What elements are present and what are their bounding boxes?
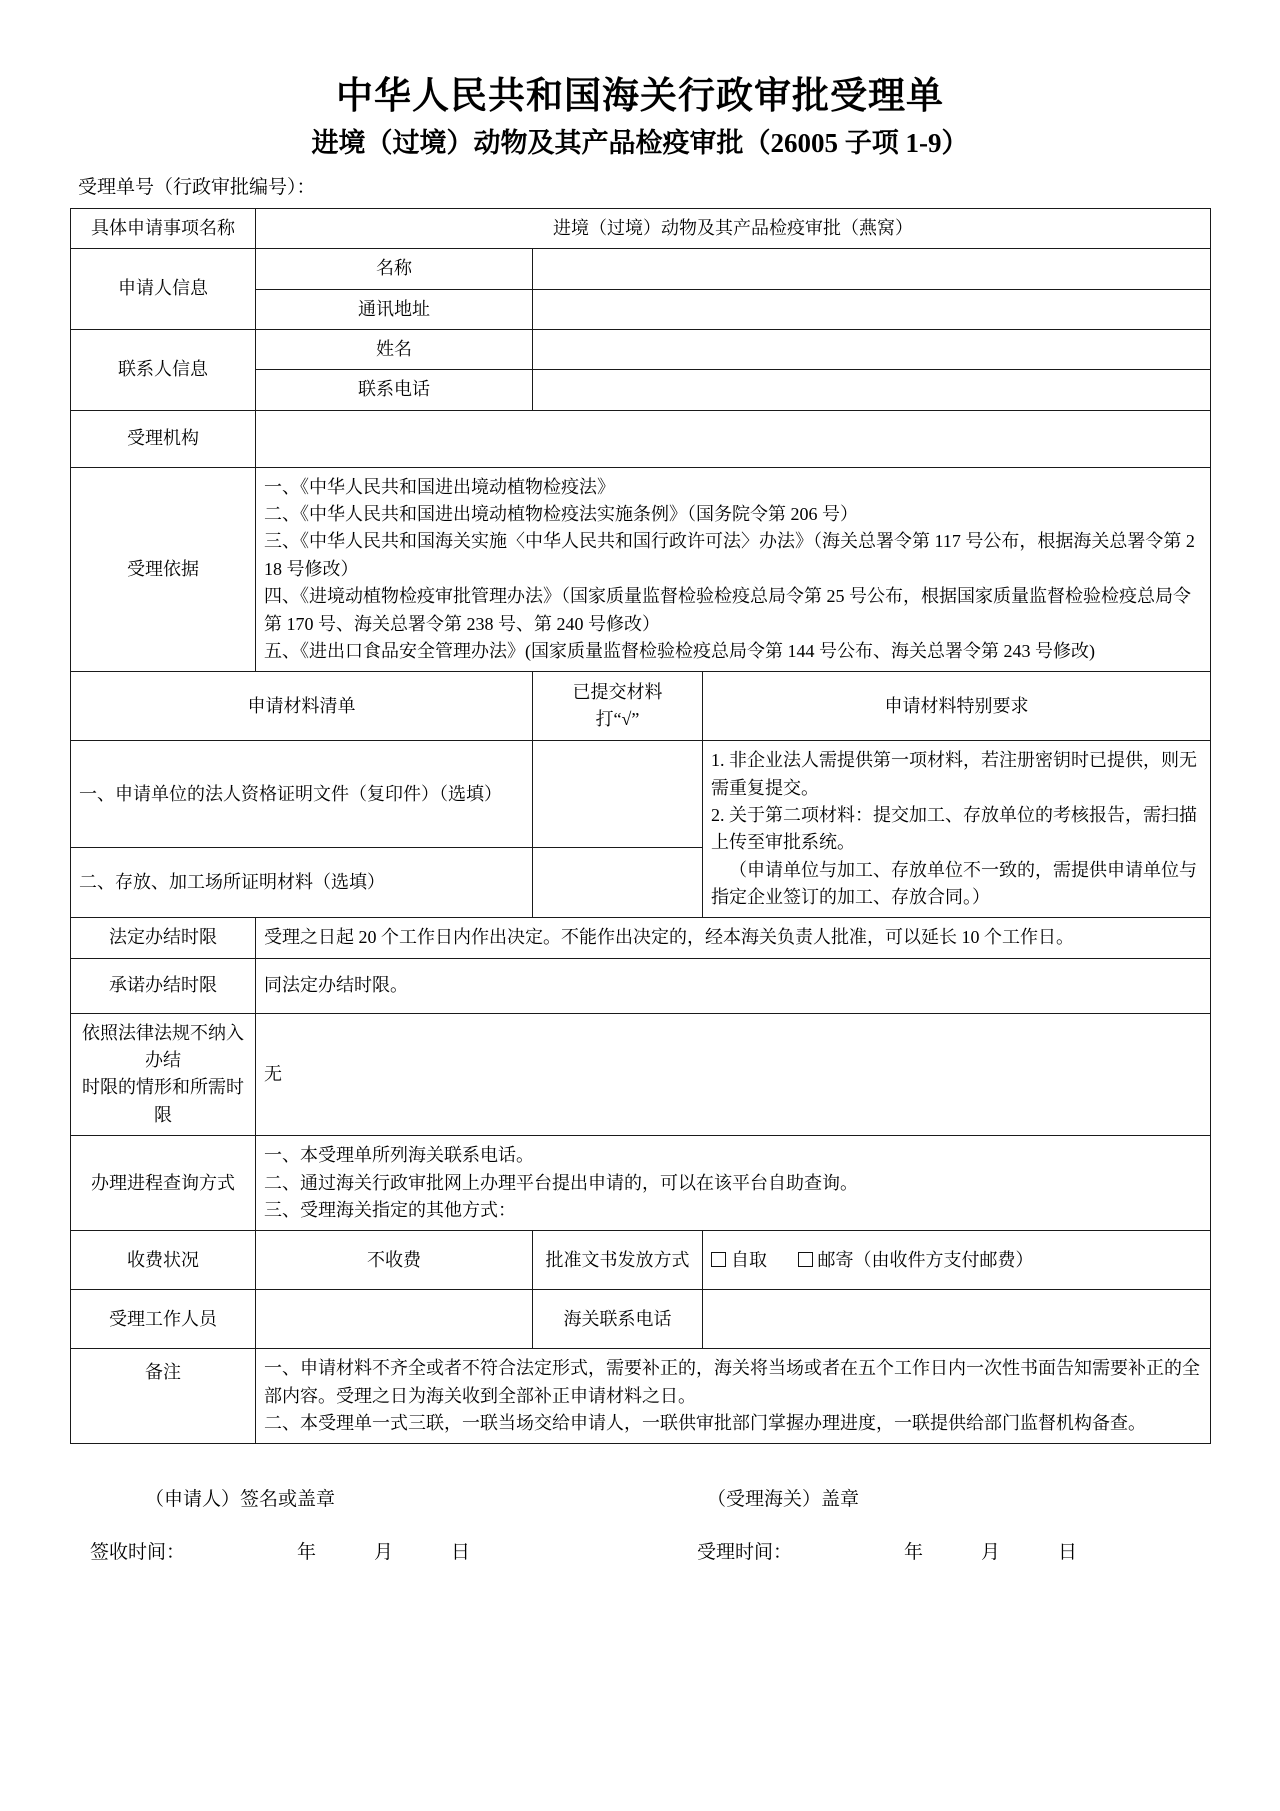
legal-basis-item-3: 三、《中华人民共和国海关实施〈中华人民共和国行政许可法〉办法》（海关总署令第 117 号公布，根据海关总署令第 218 号修改） (264, 531, 1195, 579)
legal-basis-content (256, 467, 1211, 672)
applicant-info-label: 申请人信息 (71, 249, 256, 330)
sign-time-label: 签收时间： (90, 1542, 186, 1564)
applicant-signature-label: （申请人）签名或盖章 (145, 1489, 336, 1511)
dispatch-method-options (703, 1231, 1211, 1290)
legal-basis-item-2: 二、《中华人民共和国进出境动植物检疫法实施条例》（国务院令第 206 号） (264, 504, 858, 525)
excluded-time-label-line1: 依照法律法规不纳入办结 (82, 1022, 244, 1071)
promised-time-limit-value: 同法定办结时限。 (256, 958, 1211, 1013)
signature-row (70, 1484, 1210, 1511)
sign-time-day: 日 (451, 1542, 471, 1564)
remarks-content (256, 1349, 1211, 1444)
remarks-label: 备注 (71, 1349, 256, 1444)
applicant-address-label: 通讯地址 (256, 289, 533, 329)
sign-time-year: 年 (297, 1542, 317, 1564)
customs-phone-label: 海关联系电话 (533, 1290, 703, 1349)
excluded-time-label (71, 1013, 256, 1135)
agency-field[interactable] (256, 410, 1211, 467)
table-row-legal-time-limit (71, 918, 1211, 958)
materials-list-header: 申请材料清单 (71, 672, 533, 741)
remarks-item-2: 二、本受理单一式三联，一联当场交给申请人，一联供审批部门掌握办理进度，一联提供给部门监督机构备查。 (264, 1413, 1146, 1433)
contact-name-label: 姓名 (256, 330, 533, 370)
applicant-address-field[interactable] (533, 289, 1211, 329)
material-item-2-checkbox[interactable] (533, 848, 703, 918)
applicant-name-field[interactable] (533, 249, 1211, 289)
progress-query-item-2: 二、通过海关行政审批网上办理平台提出申请的，可以在该平台自助查询。 (264, 1172, 858, 1193)
customs-seal-label: （受理海关）盖章 (707, 1489, 860, 1511)
dispatch-option-mail[interactable] (798, 1250, 1034, 1270)
applicant-name-label: 名称 (256, 249, 533, 289)
item-name-value: 进境（过境）动物及其产品检疫审批（燕窝） (256, 208, 1211, 248)
excluded-time-value: 无 (256, 1013, 1211, 1135)
material-item-1-label: 一、申请单位的法人资格证明文件（复印件）（选填） (71, 741, 533, 848)
progress-query-label: 办理进程查询方式 (71, 1136, 256, 1231)
table-row-item-name (71, 208, 1211, 248)
sign-time-month: 月 (374, 1542, 394, 1564)
contact-name-field[interactable] (533, 330, 1211, 370)
special-requirement-3: （申请单位与加工、存放单位不一致的，需提供申请单位与指定企业签订的加工、存放合同。） (711, 859, 1197, 908)
accept-time-label: 受理时间： (697, 1542, 793, 1564)
legal-basis-item-1: 一、《中华人民共和国进出境动植物检疫法》 (264, 476, 615, 497)
table-row-excluded-time (71, 1013, 1211, 1135)
legal-basis-label: 受理依据 (71, 467, 256, 672)
contact-info-label: 联系人信息 (71, 330, 256, 411)
submitted-header-line1: 已提交材料 (572, 681, 663, 702)
table-row-legal-basis (71, 467, 1211, 672)
special-requirements-content (703, 741, 1211, 918)
accept-time-day: 日 (1058, 1542, 1078, 1564)
promised-time-limit-label: 承诺办结时限 (71, 958, 256, 1013)
approval-form-table (70, 208, 1211, 1444)
contact-phone-field[interactable] (533, 370, 1211, 410)
special-requirements-header: 申请材料特别要求 (703, 672, 1211, 741)
dispatch-option-2-label: 邮寄（由收件方支付邮费） (817, 1249, 1034, 1270)
agency-label: 受理机构 (71, 410, 256, 467)
table-row-agency (71, 410, 1211, 467)
fee-status-label: 收费状况 (71, 1231, 256, 1290)
page-title: 中华人民共和国海关行政审批受理单 (336, 76, 944, 117)
special-requirement-1: 1. 非企业法人需提供第一项材料，若注册密钥时已提供，则无需重复提交。 (711, 750, 1197, 798)
table-row-promised-time-limit (71, 958, 1211, 1013)
page-subtitle: 进境（过境）动物及其产品检疫审批（26005 子项 1-9） (311, 128, 969, 159)
customs-phone-field[interactable] (703, 1290, 1211, 1349)
material-item-2-label: 二、存放、加工场所证明材料（选填） (71, 848, 533, 918)
legal-time-limit-value: 受理之日起 20 个工作日内作出决定。不能作出决定的，经本海关负责人批准，可以延长 10 个工作日。 (256, 918, 1211, 958)
dispatch-option-self-pickup[interactable] (711, 1250, 767, 1270)
progress-query-item-1: 一、本受理单所列海关联系电话。 (264, 1145, 534, 1166)
submitted-header-line2: 打“√” (595, 709, 640, 730)
table-row-applicant-name (71, 249, 1211, 289)
table-row-material-1 (71, 741, 1211, 848)
legal-basis-item-5: 五、《进出口食品安全管理办法》(国家质量监督检验检疫总局令第 144 号公布、海关总署令第 243 号修改) (264, 640, 1095, 661)
special-requirement-2: 2. 关于第二项材料：提交加工、存放单位的考核报告，需扫描上传至审批系统。 (711, 804, 1197, 853)
staff-field[interactable] (256, 1290, 533, 1349)
checkbox-icon[interactable] (711, 1252, 726, 1267)
remarks-item-1: 一、申请材料不齐全或者不符合法定形式，需要补正的，海关将当场或者在五个工作日内一次性书面告知需要补正的全部内容。受理之日为海关收到全部补正申请材料之日。 (264, 1358, 1200, 1406)
table-row-contact-name (71, 330, 1211, 370)
progress-query-item-3: 三、受理海关指定的其他方式： (264, 1199, 516, 1220)
item-name-label: 具体申请事项名称 (71, 208, 256, 248)
material-item-1-checkbox[interactable] (533, 741, 703, 848)
contact-phone-label: 联系电话 (256, 370, 533, 410)
progress-query-content (256, 1136, 1211, 1231)
submitted-materials-header (533, 672, 703, 741)
checkbox-icon[interactable] (798, 1252, 813, 1267)
table-row-progress-query (71, 1136, 1211, 1231)
table-row-remarks (71, 1349, 1211, 1444)
date-row (70, 1537, 1210, 1564)
sign-time-group (70, 1537, 697, 1564)
table-row-staff-and-phone (71, 1290, 1211, 1349)
dispatch-option-1-label: 自取 (731, 1249, 767, 1270)
legal-time-limit-label: 法定办结时限 (71, 918, 256, 958)
table-row-materials-header (71, 672, 1211, 741)
staff-label: 受理工作人员 (71, 1290, 256, 1349)
excluded-time-label-line2: 时限的情形和所需时限 (82, 1077, 244, 1125)
dispatch-method-label: 批准文书发放方式 (533, 1231, 703, 1290)
accept-time-year: 年 (904, 1542, 924, 1564)
fee-status-value: 不收费 (256, 1231, 533, 1290)
accept-time-month: 月 (981, 1542, 1001, 1564)
receipt-number-label: 受理单号（行政审批编号）： (78, 177, 316, 199)
table-row-fee-and-dispatch (71, 1231, 1211, 1290)
legal-basis-item-4: 四、《进境动植物检疫审批管理办法》（国家质量监督检验检疫总局令第 25 号公布，根据国家质量监督检验检疫总局令第 170 号、海关总署令第 238 号、第 240 号修改） (264, 586, 1191, 634)
accept-time-group (697, 1537, 1210, 1564)
